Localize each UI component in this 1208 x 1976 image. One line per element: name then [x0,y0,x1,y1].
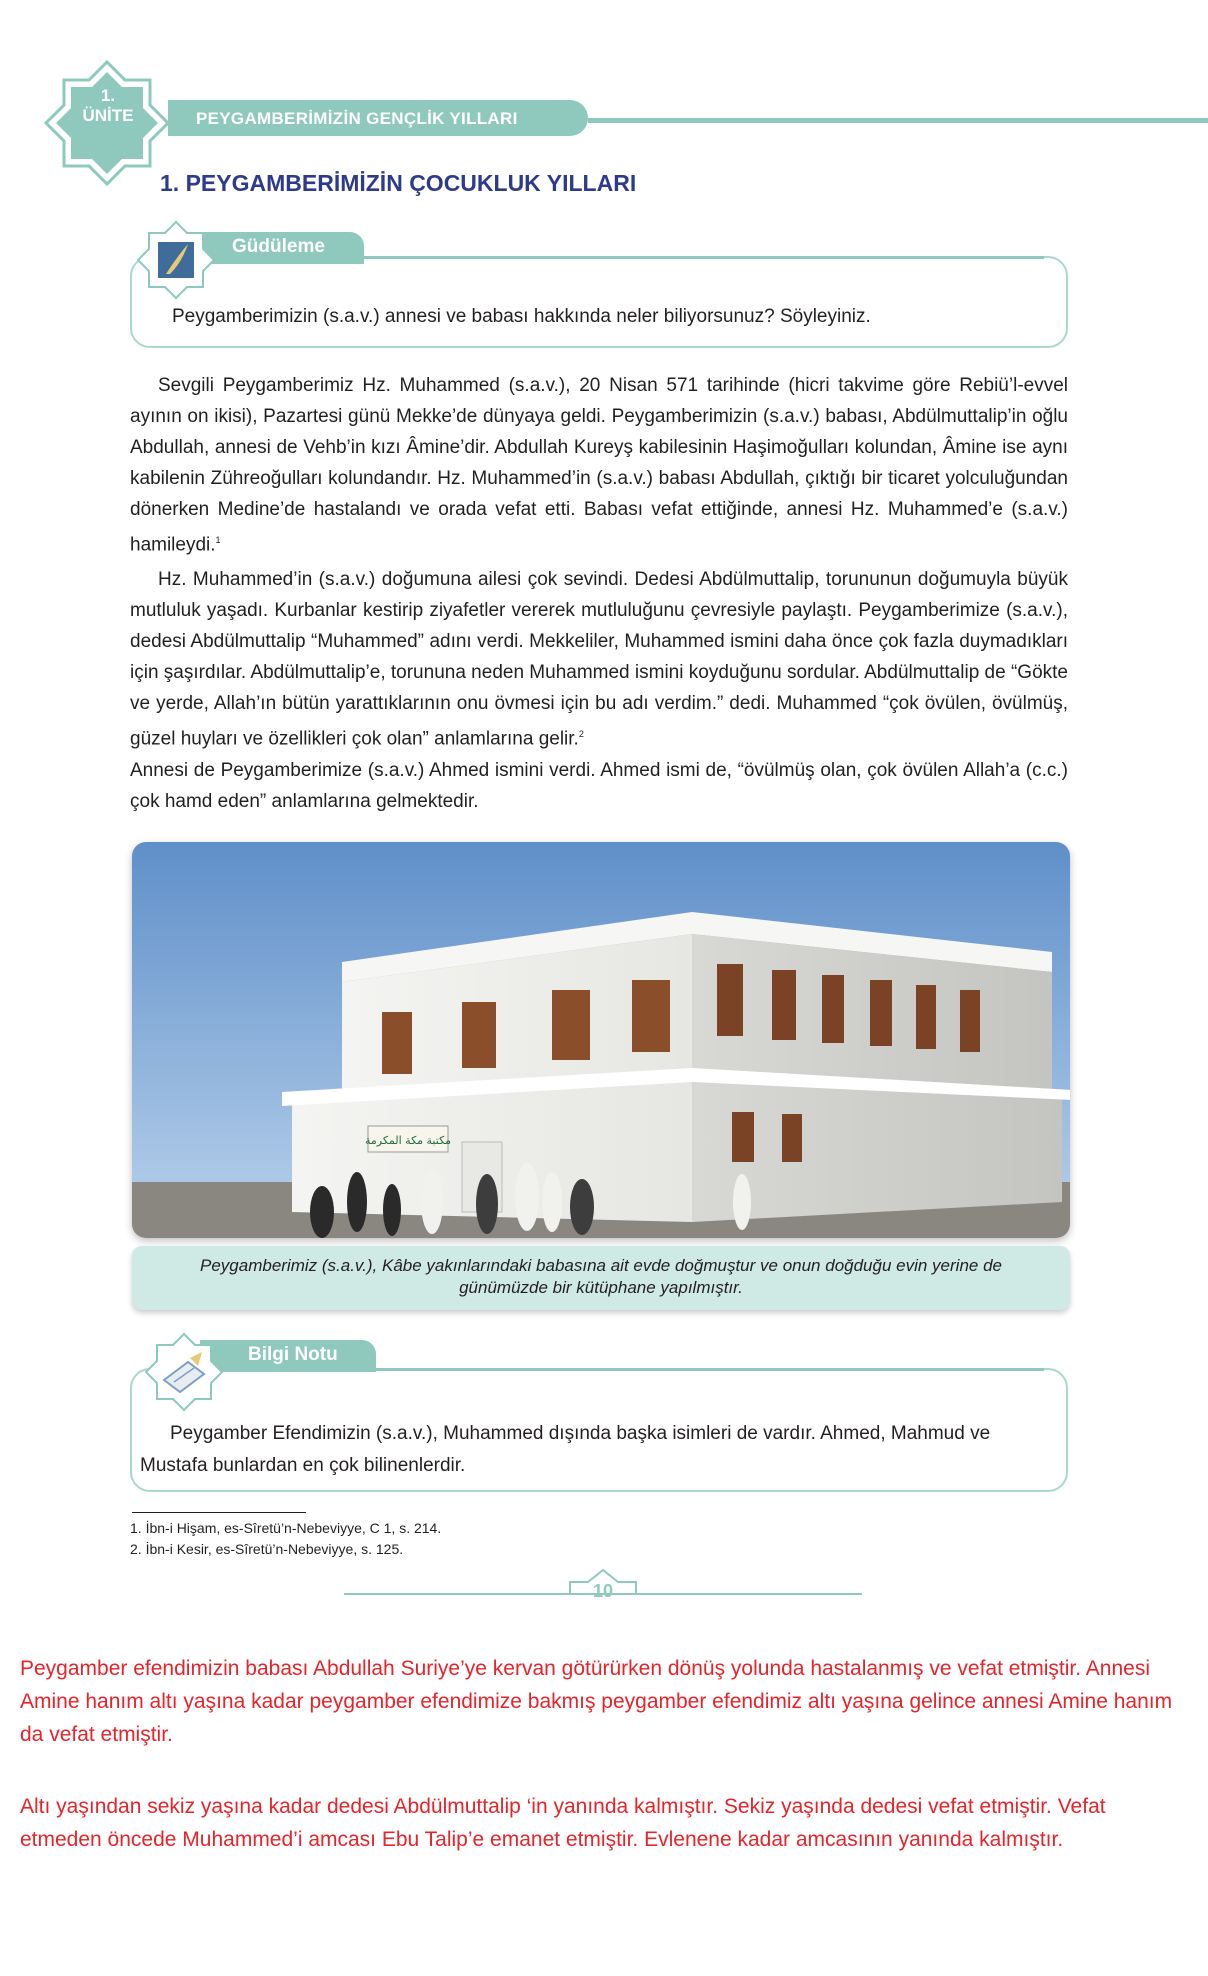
motivation-box [130,256,1068,348]
header-rule [588,118,1208,123]
quill-icon [136,220,216,300]
footnote-rule [132,1512,306,1513]
footnote-ref-1: 1 [215,535,221,545]
info-note-tab [200,1340,376,1372]
motivation-question: Peygamberimizin (s.a.v.) annesi ve babası hakkında neler biliyorsunuz? Söyleyiniz. [172,306,871,327]
info-note-label: Bilgi Notu [248,1344,338,1365]
paragraph-3: Annesi de Peygamberimize (s.a.v.) Ahmed ismini verdi. Ahmed ismi de, “övülmüş olan, çok övülen Allah’a (c.c.) çok hamd eden” anlamlarına gelmektedir. [130,759,1068,812]
teacher-note-2: Altı yaşından sekiz yaşına kadar dedesi Abdülmuttalip ‘in yanında kalmıştır. Sekiz yaşında dedesi vefat etmiştir. Vefat etmeden öncede Muhammed’i amcası Ebu Talip’e emanet etmiştir. Evlenene kadar amcasının yanında kalmıştır. [20,1795,1106,1851]
library-building-illustration [132,842,1070,1238]
photo-caption: Peygamberimiz (s.a.v.), Kâbe yakınlarındaki babasına ait evde doğmuştur ve onun doğduğu evin yerine de günümüzde bir kütüphane yapılmıştır. [132,1246,1070,1310]
motivation-label: Güdüleme [232,236,325,257]
paragraph-2: Hz. Muhammed’in (s.a.v.) doğumuna ailesi çok sevindi. Dedesi Abdülmuttalip, torununun doğumuyla büyük mutluluk yaşadı. Kurbanlar kestirip ziyafetler vererek mutluluğunu çevresiyle paylaştı. Peygamberimize (s.a.v.), dedesi Abdülmuttalip “Muhammed” adını verdi. Mekkeliler, Muhammed ismini daha önce çok fazla duymadıkları için şaşırdılar. Abdülmuttalip’e, torununa neden Muhammed ismini koyduğunu sordular. Abdülmuttalip de “Gökte ve yerde, Allah’ın bütün yarattıklarının onu övmesi için bu adı verdim.” dedi. Muhammed “çok övülen, övülmüş, güzel huyları ve özellikleri çok olan” anlamlarına gelir.$^2$ [130,569,1068,750]
teacher-note-1: Peygamber efendimizin babası Abdullah Suriye’ye kervan götürürken dönüş yolunda hastalanmış ve vefat etmiştir. Annesi Amine hanım altı yaşına kadar peygamber efendimize bakmış peygamber efendimiz altı yaşına gelince annesi Amine hanım da vefat etmiştir. [20,1657,1173,1746]
section-title: 1. PEYGAMBERİMİZİN ÇOCUKLUK YILLARI [160,170,637,196]
footnote-1: 1. İbn-i Hişam, es-Sîretü’n-Nebeviyye, C 1, s. 214. [130,1520,442,1536]
footnote-2: 2. İbn-i Kesir, es-Sîretü’n-Nebeviyye, s. 125. [130,1541,404,1557]
unit-label [82,86,134,126]
unit-word: ÜNİTE [82,106,134,125]
notebook-icon [144,1332,224,1412]
footnote-ref-2: 2 [578,729,584,740]
info-note-tab-rule [372,1368,1044,1371]
chapter-title: PEYGAMBERİMİZİN GENÇLİK YILLARI [196,109,518,128]
main-text [130,370,1068,817]
unit-number: 1. [100,86,116,105]
building-photo [132,842,1070,1238]
motivation-tab-rule [360,256,1044,259]
paragraph-1: Sevgili Peygamberimiz Hz. Muhammed (s.a.v.), 20 Nisan 571 tarihinde (hicri takvime göre Rebiü’l-evvel ayının on ikisi), Pazartesi günü Mekke’de dünyaya geldi. Peygamberimizin (s.a.v.) babası, Abdülmuttalip’in oğlu Abdullah, annesi de Vehb’in kızı Âmine’dir. Abdullah Kureyş kabilesinin Haşimoğulları kolundan, Âmine ise aynı kabilenin Zühreoğulları kolundandır. Hz. Muhammed’in (s.a.v.) babası Abdullah, çıktığı bir ticaret yolculuğundan dönerken Medine’de hastalandı ve orada vefat etti. Babası vefat ettiğinde, annesi Hz. Muhammed’e (s.a.v.) hamileydi.$^1$ [130,375,1068,556]
page-number: 10 [592,1581,614,1601]
info-note-text: Peygamber Efendimizin (s.a.v.), Muhammed dışında başka isimleri de vardır. Ahmed, Mahmud ve Mustafa bunlardan en çok bilinenlerdir. [140,1423,991,1476]
building-sign: مكتبة مكة المكرمة [364,1134,452,1147]
